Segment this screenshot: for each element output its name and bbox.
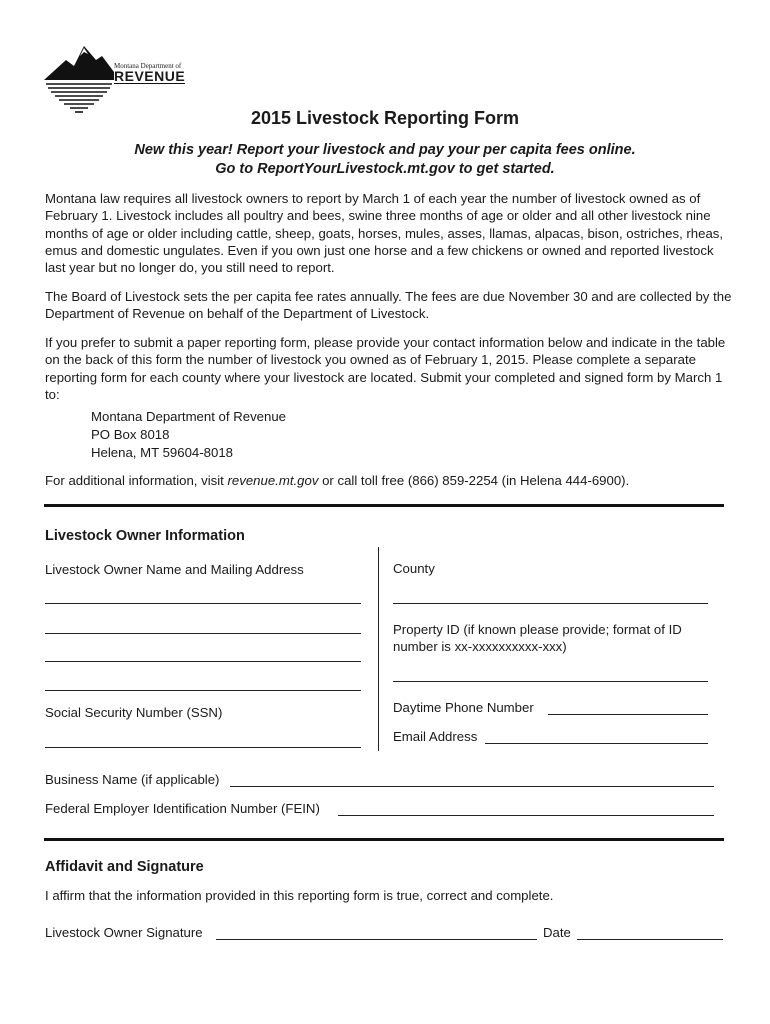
name-address-field-4[interactable] [45,690,361,691]
property-id-label-1: Property ID (if known please provide; format of ID [393,622,682,637]
fee-paragraph: The Board of Livestock sets the per capita fee rates annually. The fees are due November 30 and are collected by the Department of Revenue on behalf of the Department of Livestock. [45,289,732,322]
logo-name: REVENUE [114,68,186,84]
signature-label: Livestock Owner Signature [45,925,203,940]
business-name-field[interactable] [230,786,714,787]
fein-field[interactable] [338,815,714,816]
county-label: County [393,561,435,576]
additional-info: For additional information, visit revenue.mt.gov or call toll free (866) 859-2254 (in Helena 444-6900). [45,473,630,488]
phone-label: Daytime Phone Number [393,700,534,715]
column-divider [378,547,379,751]
website-link[interactable]: revenue.mt.gov [227,473,319,488]
date-label: Date [543,925,571,940]
email-label: Email Address [393,729,478,744]
county-field[interactable] [393,603,708,604]
ssn-field[interactable] [45,747,361,748]
date-field[interactable] [577,939,723,940]
mailing-address-line-3: Helena, MT 59604-8018 [91,445,233,460]
page-title: 2015 Livestock Reporting Form [250,108,520,128]
section-divider-2 [44,838,724,841]
fein-label: Federal Employer Identification Number (FEIN) [45,801,320,816]
name-address-field-1[interactable] [45,603,361,604]
ssn-label: Social Security Number (SSN) [45,705,223,720]
intro-paragraph: Montana law requires all livestock owners to report by March 1 of each year the number of livestock owned as of February 1. Livestock includes all poultry and bees, swine three months of age or older and all other livestock nine months of age or older including cattle, sheep, goats, horses, mules, asses, llamas, alpacas, bison, ostriches, rheas, emus and domestic ungulates. Even if you own just one horse and a few chickens or owned and reported livestock last year but no longer do, you still need to report. [45,191,724,276]
logo-department: Montana Department of [114,62,182,70]
property-id-field[interactable] [393,681,708,682]
name-address-field-2[interactable] [45,633,361,634]
mailing-address-line-2: PO Box 8018 [91,427,170,442]
business-name-label: Business Name (if applicable) [45,772,220,787]
affidavit-statement: I affirm that the information provided in this reporting form is true, correct and complete. [45,888,554,903]
mailing-address-line-1: Montana Department of Revenue [91,409,286,424]
name-address-field-3[interactable] [45,661,361,662]
signature-field[interactable] [216,939,537,940]
subtitle-line-1: New this year! Report your livestock and pay your per capita fees online. [134,142,636,158]
email-field[interactable] [485,743,708,744]
owner-info-heading: Livestock Owner Information [45,528,245,544]
mountain-logo-icon [44,42,114,114]
paper-form-paragraph: If you prefer to submit a paper reporting form, please provide your contact information below and indicate in the table on the back of this form the number of livestock you owned as of February 1, 2015. Please complete a separate reporting form for each county where your livestock are located. Submit your completed and signed form by March 1 to: [45,335,726,402]
subtitle-line-2: Go to ReportYourLivestock.mt.gov to get started. [215,161,555,177]
section-divider [44,504,724,507]
property-id-label-2: number is xx-xxxxxxxxxx-xxx) [393,639,567,654]
name-address-label: Livestock Owner Name and Mailing Address [45,562,304,577]
phone-field[interactable] [548,714,708,715]
revenue-logo [44,42,194,114]
affidavit-heading: Affidavit and Signature [45,859,204,875]
